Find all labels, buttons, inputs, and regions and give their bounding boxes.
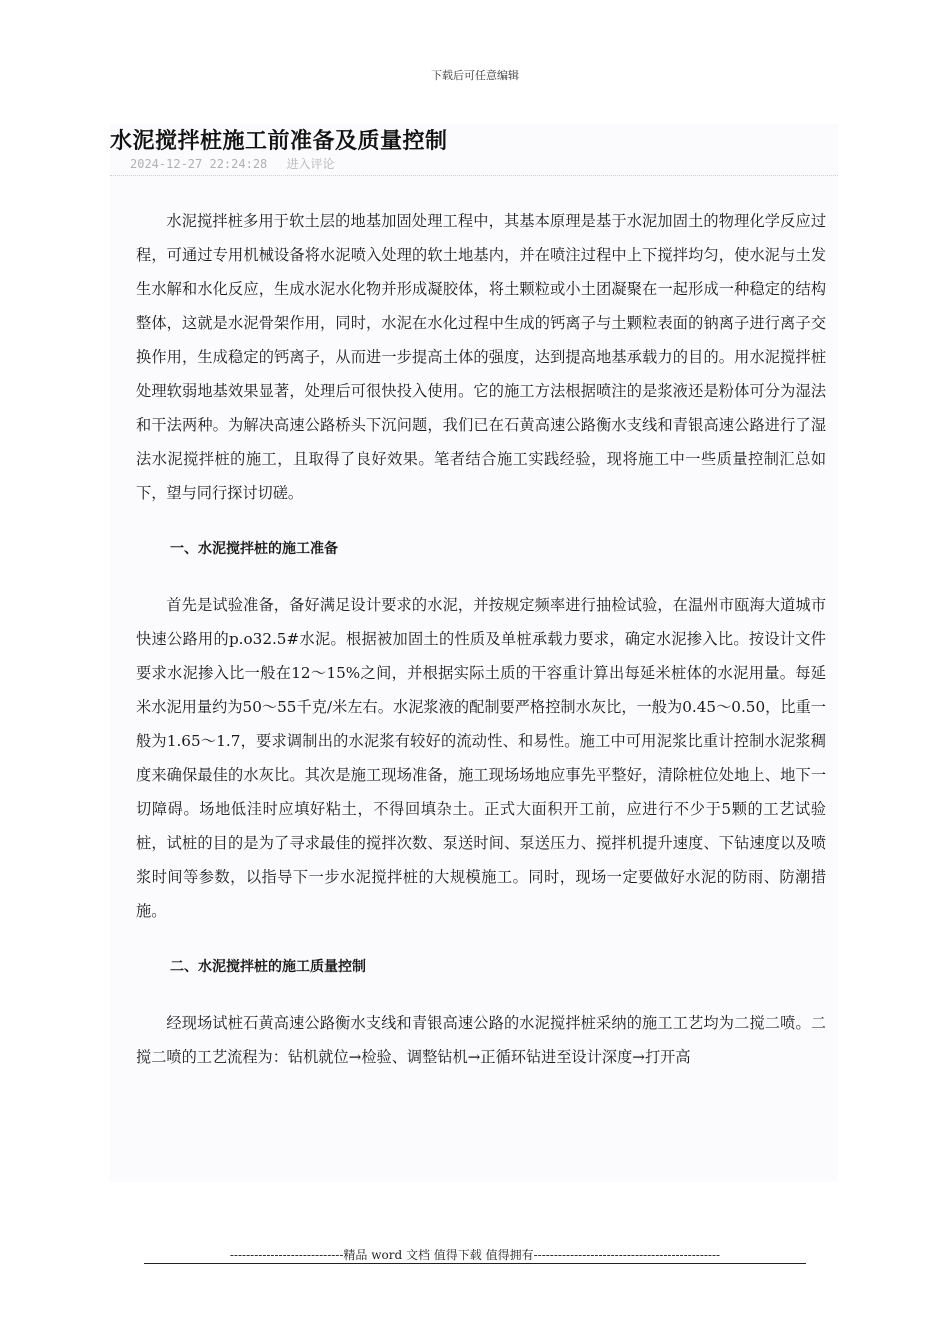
article-meta: [130, 155, 335, 172]
comment-link[interactable]: 进入评论: [286, 157, 335, 171]
section-2-paragraph: 经现场试桩石黄高速公路衡水支线和青银高速公路的水泥搅拌桩采纳的施工工艺均为二搅二喷。二搅二喷的工艺流程为：钻机就位→检验、调整钻机→正循环钻进至设计深度→打开高: [136, 1014, 826, 1066]
section-heading-1: 一、水泥搅拌桩的施工准备: [170, 541, 338, 557]
title-divider: [110, 175, 838, 176]
header-note: 下载后可任意编辑: [431, 69, 519, 82]
article-title: 水泥搅拌桩施工前准备及质量控制: [110, 128, 448, 154]
footer-rule: [144, 1263, 806, 1264]
intro-paragraph: 水泥搅拌桩多用于软土层的地基加固处理工程中，其基本原理是基于水泥加固土的物理化学反应过程，可通过专用机械设备将水泥喷入处理的软土地基内，并在喷注过程中上下搅拌均匀，使水泥与土发生水解和水化反应，生成水泥水化物并形成凝胶体，将土颗粒或小土团凝聚在一起形成一种稳定的结构整体，这就是水泥骨架作用，同时，水泥在水化过程中生成的钙离子与土颗粒表面的钠离子进行离子交换作用，生成稳定的钙离子，从而进一步提高土体的强度，达到提高地基承载力的目的。用水泥搅拌桩处理软弱地基效果显著，处理后可很快投入使用。它的施工方法根据喷注的是浆液还是粉体可分为湿法和干法两种。为解决高速公路桥头下沉问题，我们已在石黄高速公路衡水支线和青银高速公路进行了湿法水泥搅拌桩的施工，且取得了良好效果。笔者结合施工实践经验，现将施工中一些质量控制汇总如下，望与同行探讨切磋。: [136, 212, 826, 502]
article-date: 2024-12-27 22:24:28: [130, 157, 268, 171]
article-body: [136, 204, 826, 1074]
section-1-paragraph: 首先是试验准备，备好满足设计要求的水泥，并按规定频率进行抽检试验，在温州市瓯海大道城市快速公路用的p.o32.5#水泥。根据被加固土的性质及单桩承载力要求，确定水泥掺入比。按设计文件要求水泥掺入比一般在12～15%之间，并根据实际土质的干容重计算出每延米桩体的水泥用量。每延米水泥用量约为50～55千克/米左右。水泥浆液的配制要严格控制水灰比，一般为0.45～0.50，比重一般为1.65～1.7，要求调制出的水泥浆有较好的流动性、和易性。施工中可用泥浆比重计控制水泥浆稠度来确保最佳的水灰比。其次是施工现场准备，施工现场场地应事先平整好，清除桩位处地上、地下一切障碍。场地低洼时应填好粘土，不得回填杂土。正式大面积开工前，应进行不少于5颗的工艺试验桩，试桩的目的是为了寻求最佳的搅拌次数、泵送时间、泵送压力、搅拌机提升速度、下钻速度以及喷浆时间等参数，以指导下一步水泥搅拌桩的大规模施工。同时，现场一定要做好水泥的防雨、防潮措施。: [136, 596, 826, 920]
section-heading-2: 二、水泥搅拌桩的施工质量控制: [170, 959, 366, 975]
footer-text: ----------------------------精品 word 文档 值得下载 值得拥有----------------------------------------------: [229, 1248, 721, 1262]
